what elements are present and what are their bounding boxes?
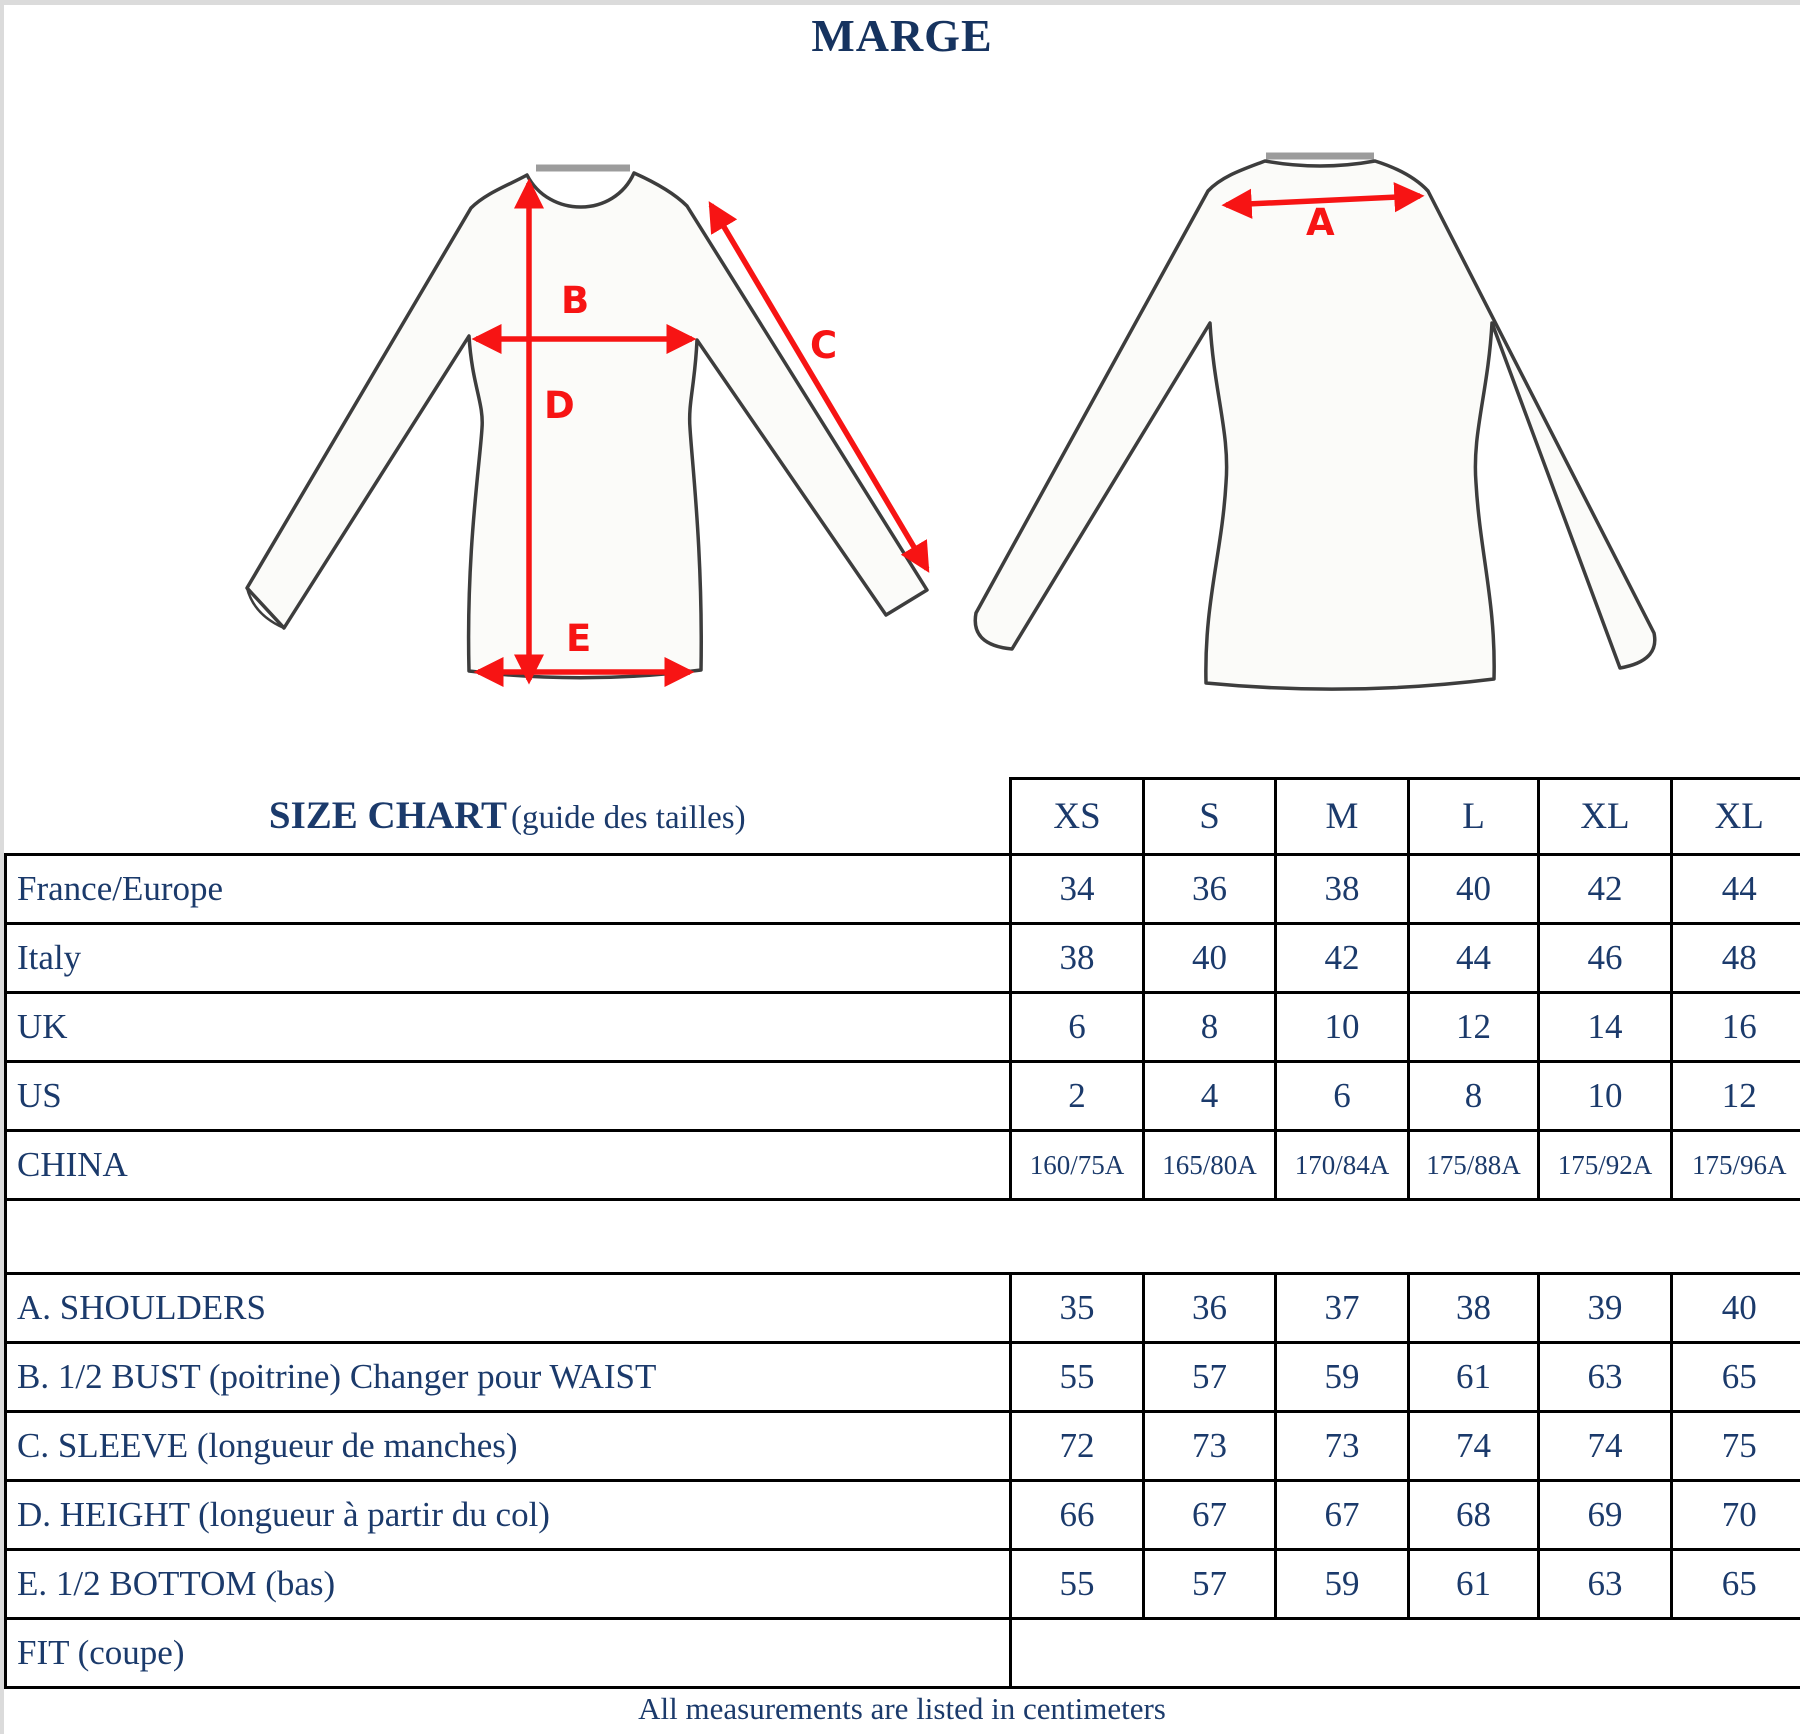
- page-title: MARGE: [811, 10, 993, 61]
- table-row-sleeve: [6, 1412, 1800, 1481]
- measure-label-a: A: [1306, 201, 1335, 244]
- size-value-cell: 65: [1672, 1343, 1800, 1412]
- fit-empty-cell: [1011, 1619, 1800, 1688]
- size-value-cell: 42: [1276, 924, 1409, 993]
- size-value-cell: 40: [1672, 1274, 1800, 1343]
- size-value-cell: 40: [1144, 924, 1276, 993]
- row-label: D. HEIGHT (longueur à partir du col): [6, 1481, 1011, 1550]
- row-label: CHINA: [6, 1131, 1011, 1200]
- size-value-cell: 55: [1011, 1343, 1144, 1412]
- size-value-cell: 67: [1276, 1481, 1409, 1550]
- size-value-cell: 46: [1539, 924, 1672, 993]
- row-label: C. SLEEVE (longueur de manches): [6, 1412, 1011, 1481]
- size-chart-title-cell: [6, 779, 1011, 855]
- size-value-cell: 68: [1409, 1481, 1539, 1550]
- row-label: France/Europe: [6, 855, 1011, 924]
- measure-label-e: E: [566, 617, 592, 660]
- size-value-cell: 16: [1672, 993, 1800, 1062]
- size-value-cell: 35: [1011, 1274, 1144, 1343]
- table-row-height: [6, 1481, 1800, 1550]
- size-value-cell: 69: [1539, 1481, 1672, 1550]
- size-value-cell: 63: [1539, 1343, 1672, 1412]
- measure-label-d: D: [544, 384, 575, 427]
- size-chart-header-row: [6, 779, 1800, 855]
- size-value-cell: 12: [1672, 1062, 1800, 1131]
- table-row-bust: [6, 1343, 1800, 1412]
- size-col-header-s: S: [1144, 779, 1276, 855]
- size-value-cell: 73: [1144, 1412, 1276, 1481]
- measure-label-b: B: [561, 279, 590, 322]
- front-garment-drawing: [247, 173, 927, 678]
- size-value-cell: 57: [1144, 1343, 1276, 1412]
- size-col-header-l: L: [1409, 779, 1539, 855]
- size-value-cell: 72: [1011, 1412, 1144, 1481]
- table-row-france-europe: [6, 855, 1800, 924]
- size-value-cell: 12: [1409, 993, 1539, 1062]
- size-value-cell: 175/88A: [1409, 1131, 1539, 1200]
- size-value-cell: 34: [1011, 855, 1144, 924]
- row-label: A. SHOULDERS: [6, 1274, 1011, 1343]
- table-row-uk: [6, 993, 1800, 1062]
- spacer-row-cell: [6, 1200, 1800, 1274]
- table-row-bottom: [6, 1550, 1800, 1619]
- garment-measurement-diagram: [4, 123, 1800, 791]
- size-value-cell: 70: [1672, 1481, 1800, 1550]
- size-value-cell: 36: [1144, 855, 1276, 924]
- table-row-fit: [6, 1619, 1800, 1688]
- size-value-cell: 175/92A: [1539, 1131, 1672, 1200]
- size-col-header-xl: XL: [1539, 779, 1672, 855]
- size-value-cell: 10: [1276, 993, 1409, 1062]
- size-col-header-xs: XS: [1011, 779, 1144, 855]
- table-row-italy: [6, 924, 1800, 993]
- table-row-china: [6, 1131, 1800, 1200]
- size-value-cell: 61: [1409, 1550, 1539, 1619]
- table-row-shoulders: [6, 1274, 1800, 1343]
- row-label: B. 1/2 BUST (poitrine) Changer pour WAIST: [6, 1343, 1011, 1412]
- size-chart-subtitle: (guide des tailles): [511, 800, 746, 837]
- size-value-cell: 55: [1011, 1550, 1144, 1619]
- footer-note: All measurements are listed in centimeters: [638, 1691, 1166, 1726]
- size-value-cell: 42: [1539, 855, 1672, 924]
- table-spacer-row: [6, 1200, 1800, 1274]
- size-value-cell: 2: [1011, 1062, 1144, 1131]
- size-value-cell: 44: [1409, 924, 1539, 993]
- row-label: US: [6, 1062, 1011, 1131]
- size-value-cell: 40: [1409, 855, 1539, 924]
- row-label: E. 1/2 BOTTOM (bas): [6, 1550, 1011, 1619]
- size-value-cell: 63: [1539, 1550, 1672, 1619]
- size-value-cell: 165/80A: [1144, 1131, 1276, 1200]
- size-value-cell: 38: [1276, 855, 1409, 924]
- size-value-cell: 37: [1276, 1274, 1409, 1343]
- size-value-cell: 74: [1409, 1412, 1539, 1481]
- size-value-cell: 74: [1539, 1412, 1672, 1481]
- size-value-cell: 57: [1144, 1550, 1276, 1619]
- size-value-cell: 61: [1409, 1343, 1539, 1412]
- size-value-cell: 73: [1276, 1412, 1409, 1481]
- size-value-cell: 48: [1672, 924, 1800, 993]
- size-value-cell: 65: [1672, 1550, 1800, 1619]
- row-label: FIT (coupe): [6, 1619, 1011, 1688]
- size-value-cell: 8: [1409, 1062, 1539, 1131]
- measure-label-c: C: [810, 324, 838, 367]
- size-value-cell: 38: [1409, 1274, 1539, 1343]
- row-label: Italy: [6, 924, 1011, 993]
- size-value-cell: 67: [1144, 1481, 1276, 1550]
- size-value-cell: 66: [1011, 1481, 1144, 1550]
- size-value-cell: 75: [1672, 1412, 1800, 1481]
- size-value-cell: 39: [1539, 1274, 1672, 1343]
- size-value-cell: 170/84A: [1276, 1131, 1409, 1200]
- size-value-cell: 8: [1144, 993, 1276, 1062]
- size-chart-title: SIZE CHART: [268, 794, 508, 838]
- size-value-cell: 36: [1144, 1274, 1276, 1343]
- size-col-header-m: M: [1276, 779, 1409, 855]
- size-value-cell: 6: [1011, 993, 1144, 1062]
- size-value-cell: 38: [1011, 924, 1144, 993]
- row-label: UK: [6, 993, 1011, 1062]
- size-value-cell: 175/96A: [1672, 1131, 1800, 1200]
- size-value-cell: 160/75A: [1011, 1131, 1144, 1200]
- size-value-cell: 44: [1672, 855, 1800, 924]
- size-value-cell: 4: [1144, 1062, 1276, 1131]
- size-value-cell: 59: [1276, 1343, 1409, 1412]
- size-col-header-xl2: XL: [1672, 779, 1800, 855]
- size-value-cell: 10: [1539, 1062, 1672, 1131]
- size-value-cell: 14: [1539, 993, 1672, 1062]
- size-chart-table: [4, 777, 1800, 1689]
- size-value-cell: 6: [1276, 1062, 1409, 1131]
- size-value-cell: 59: [1276, 1550, 1409, 1619]
- table-row-us: [6, 1062, 1800, 1131]
